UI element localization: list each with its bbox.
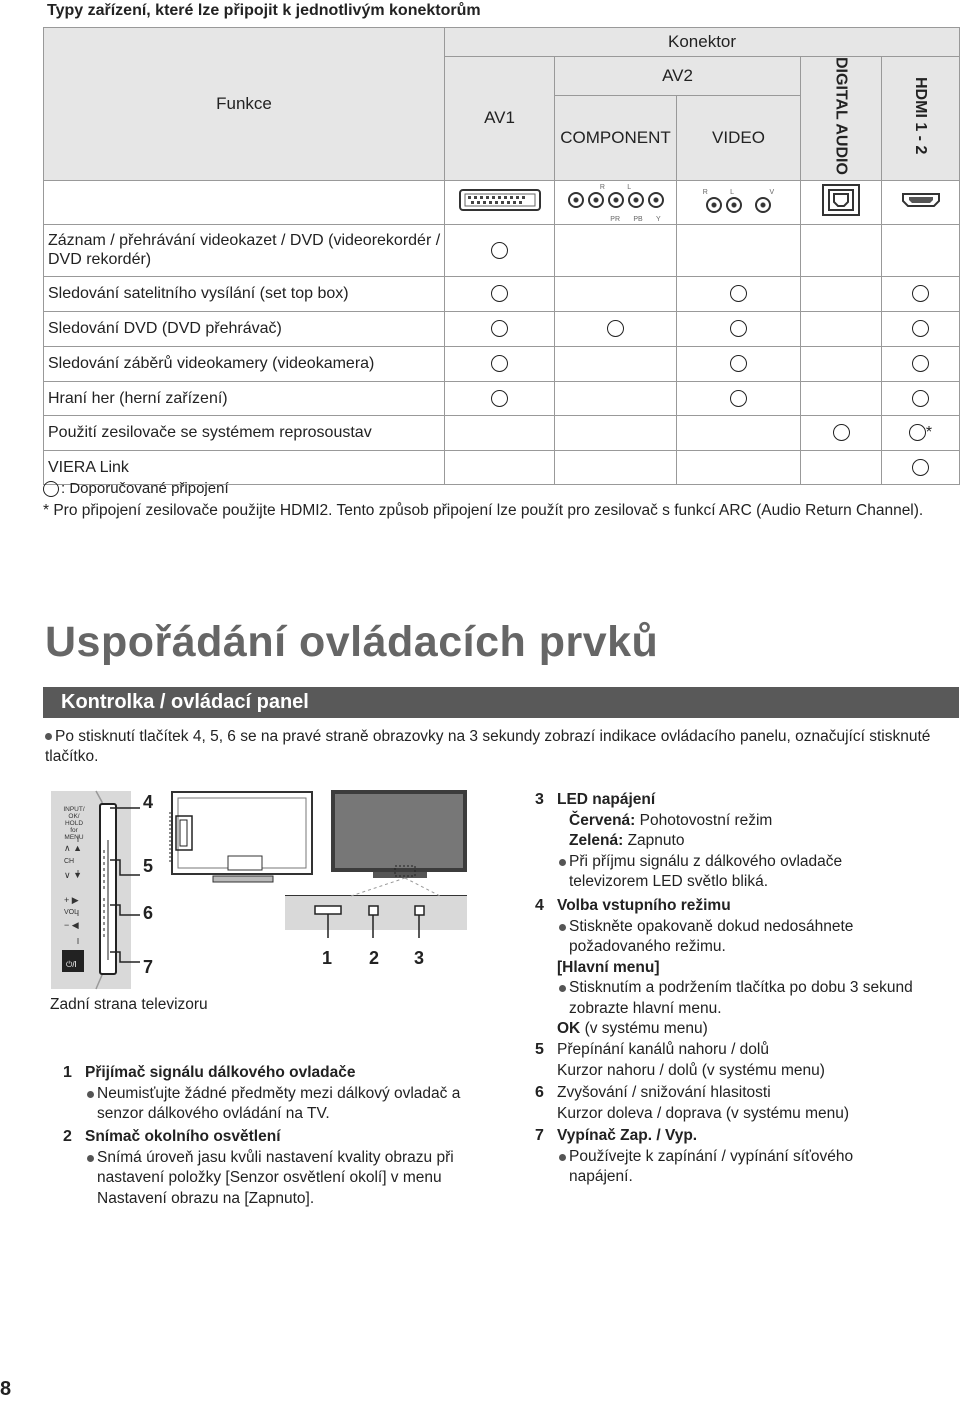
recommended-circle-icon xyxy=(491,242,508,259)
callout-4: 4 xyxy=(143,792,154,812)
recommended-circle-icon xyxy=(909,424,926,441)
callout-3: 3 xyxy=(414,948,425,968)
recommended-circle-icon xyxy=(912,459,929,476)
recommended-circle-icon xyxy=(912,320,929,337)
section-title: Typy zařízení, které lze připojit k jednotlivým konektorům xyxy=(47,2,481,19)
vol-up-icon: + ▶ xyxy=(64,895,79,905)
item-3: 3 LED napájení Červená: Pohotovostní režim Zelená: Zapnuto Při příjmu signálu z dálkového ovladače televizorem LED světlo bliká. xyxy=(535,791,843,890)
item-2: 2 Snímač okolního osvětlení Snímá úroveň jasu kvůli nastavení kvality obrazu při nastavení položky [Senzor osvětlení okolí] v menu Nastavení obrazu na [Zapnuto]. xyxy=(63,1128,454,1207)
item-7: 7 Vypínač Zap. / Vyp. Používejte k zapínání / vypínání síťového napájení. xyxy=(535,1127,854,1185)
item-1: 1 Přijímač signálu dálkového ovladače Neumisťujte žádné předměty mezi dálkový ovladač a senzor dálkového ovládání na TV. xyxy=(63,1064,461,1122)
bullet-icon xyxy=(559,859,566,866)
component-jacks-icon: R L PR PB Y xyxy=(555,180,677,224)
recommended-circle-icon xyxy=(491,320,508,337)
callout-lines xyxy=(100,790,160,980)
item-4: 4 Volba vstupního režimu Stiskněte opakovaně dokud nedosáhnete požadovaného režimu. [Hlavní menu] Stisknutím a podržením tlačítka po dobu 3 sekund zobrazte hlavní menu. OK (v systému menu) xyxy=(535,897,913,1037)
connector-table xyxy=(43,27,960,485)
callout-2: 2 xyxy=(369,948,380,968)
jack-l-icon xyxy=(588,192,604,208)
function-row-2: Sledování satelitního vysílání (set top box) xyxy=(44,276,445,311)
icon-row-spacer xyxy=(44,180,445,224)
bullet-icon xyxy=(559,1154,566,1161)
recommended-circle-icon xyxy=(491,390,508,407)
power-button-icon: ⏻/I xyxy=(66,960,77,969)
recommended-circle-icon xyxy=(607,320,624,337)
recommended-circle-icon xyxy=(912,355,929,372)
recommended-circle-icon xyxy=(730,285,747,302)
header-connector: Konektor xyxy=(445,28,960,57)
page-title: Uspořádání ovládacích prvků xyxy=(45,618,659,666)
col-component: COMPONENT xyxy=(555,96,677,181)
callout-5: 5 xyxy=(143,856,154,876)
item-5: 5 Přepínání kanálů nahoru / dolů Kurzor nahoru / dolů (v systému menu) xyxy=(535,1041,825,1079)
hdmi-port-icon xyxy=(882,180,960,224)
item-6: 6 Zvyšování / snižování hlasitosti Kurzor doleva / doprava (v systému menu) xyxy=(535,1084,850,1122)
section-band: Kontrolka / ovládací panel xyxy=(43,687,959,718)
ch-label: CH xyxy=(64,858,75,865)
jack-pb-icon xyxy=(628,192,644,208)
recommended-circle-icon xyxy=(730,390,747,407)
col-hdmi: HDMI 1 - 2 xyxy=(882,57,960,181)
callout-7: 7 xyxy=(143,957,154,977)
bullet-icon xyxy=(559,924,566,931)
bullet-icon xyxy=(87,1155,94,1162)
legend: : Doporučované připojení xyxy=(43,480,229,497)
hdmi2-note: * Pro připojení zesilovače použijte HDMI2. Tento způsob připojení lze použít pro zesilovač s funkcí ARC (Audio Return Channel). xyxy=(43,502,924,519)
jack-audio-r-icon xyxy=(706,197,722,213)
optical-audio-icon xyxy=(801,180,882,224)
recommended-circle-icon xyxy=(730,355,747,372)
ch-up-arrow-icon: ∧ ▲ xyxy=(64,843,82,853)
jack-video-icon xyxy=(755,197,771,213)
col-av1: AV1 xyxy=(445,57,555,181)
callout-1: 1 xyxy=(322,948,333,968)
intro-text: Po stisknutí tlačítek 4, 5, 6 se na pravé straně obrazovky na 3 sekundy zobrazí indikace ovládacího panelu, označující stisknuté tlačítko. xyxy=(45,728,931,765)
page-number: 8 xyxy=(0,1378,12,1400)
jack-r-icon xyxy=(568,192,584,208)
video-jacks-icon: R L V xyxy=(677,180,801,224)
input-button-label: INPUT/ OK/ HOLD for MENU xyxy=(63,806,85,841)
legend-circle-icon xyxy=(43,481,59,497)
function-row-7: VIERA Link xyxy=(44,450,445,484)
tv-front-illustration xyxy=(285,788,470,938)
col-digital-audio: DIGITAL AUDIO xyxy=(801,57,882,181)
hdmi2-footnote-star: * xyxy=(925,423,933,441)
jack-y-icon xyxy=(648,192,664,208)
jack-pr-icon xyxy=(608,192,624,208)
function-row-1: Záznam / přehrávání videokazet / DVD (videorekordér / DVD rekordér) xyxy=(44,224,445,276)
function-row-6: Použití zesilovače se systémem reprosoustav xyxy=(44,415,445,450)
recommended-circle-icon xyxy=(491,355,508,372)
recommended-circle-icon xyxy=(912,285,929,302)
bullet-icon xyxy=(87,1091,94,1098)
jack-audio-l-icon xyxy=(726,197,742,213)
scart-connector-icon xyxy=(445,180,555,224)
vol-down-icon: − ◀ xyxy=(64,920,79,930)
vol-label: VOL xyxy=(64,909,79,916)
recommended-circle-icon xyxy=(912,390,929,407)
function-row-3: Sledování DVD (DVD přehrávač) xyxy=(44,311,445,346)
bullet-icon xyxy=(559,985,566,992)
header-function: Funkce xyxy=(44,28,445,181)
col-av2: AV2 xyxy=(555,57,801,96)
rear-side-caption: Zadní strana televizoru xyxy=(50,996,208,1013)
recommended-circle-icon xyxy=(491,285,508,302)
col-video: VIDEO xyxy=(677,96,801,181)
ch-down-arrow-icon: ∨ ▼ xyxy=(64,870,82,880)
callout-6: 6 xyxy=(143,903,154,923)
recommended-circle-icon xyxy=(730,320,747,337)
bullet-icon xyxy=(45,733,52,740)
function-row-4: Sledování záběrů videokamery (videokamera) xyxy=(44,346,445,381)
recommended-circle-icon xyxy=(833,424,850,441)
function-row-5: Hraní her (herní zařízení) xyxy=(44,381,445,415)
